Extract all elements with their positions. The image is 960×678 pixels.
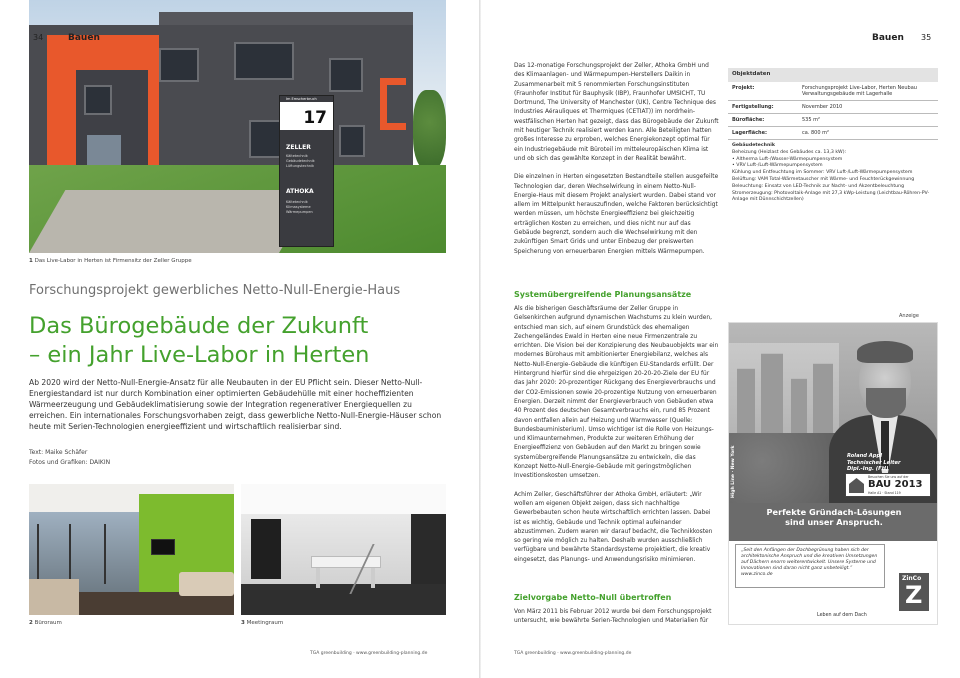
facts-value: 535 m²: [802, 117, 821, 123]
subheading: Systemübergreifende Planungsansätze: [514, 290, 692, 299]
sign-brand-zeller: ZELLER: [286, 144, 311, 151]
facts-row: [728, 127, 938, 140]
title-line-1: Das Bürogebäude der Zukunft: [29, 313, 369, 339]
meeting-caption: [241, 620, 283, 626]
paragraph: Von März 2011 bis Februar 2012 wurde bei dem Forschungsprojekt untersucht, wie bewährte Serien-Technologien und Materialien für: [514, 609, 712, 625]
bau-title: BAU 2013: [868, 479, 923, 490]
section-label-right: Bauen: [872, 33, 904, 43]
facts-row: [728, 82, 938, 101]
paragraph: Als die bisherigen Geschäftsräume der Zeller Gruppe in Gelsenkirchen aufgrund dynamischen Wachstums zu klein wurden, entschied man sich, auf einem Grundstück des ehemaligen Zechengeländes Ewald in Herten eine neue Firmenzentrale zu errichten. Die Vision bei der Konzipierung des Neubauobjekts war ein modernes Bürohaus mit ambitionierter Energiebilanz, welches als Netto-Null-Energie-Gebäude die künftigen EU-Standards erfüllt. Der Hintergrund hierfür sind die ehrgeizigen 20-20-20-Ziele der EU für das Jahr 2020: 20-prozentiger Rückgang des Energieverbrauchs und der CO2-Emissionen sowie 20-prozentige Nutzung von erneuerbaren Energien. Derzeit nimmt der Energieverbrauch von Gebäuden etwa 40 Prozent des deutschen Gesamtverbrauchs ein, rund 85 Prozent davon entfallen allein auf Heizung und Warmwasser (Quelle: Bundesbauministerium). Umso wichtiger ist die Rolle von Heizungs- und Klimaunternehmen, Produkte zur weiteren Erhöhung der Energieeffizienz von Gebäuden auf den Markt zu bringen sowie systemübergreifende Planungsansätze zu entwickeln, die das Konzept Netto-Null-Energie-Gebäude mit geringstmöglichen Investitionskosten umsetzen.: [514, 306, 719, 480]
ad-bau-badge: [845, 473, 931, 497]
facts-tech-line: Kühlung und Entfeuchtung im Sommer: VRV Luft-/Luft-Wärmepumpensystem: [732, 170, 913, 176]
facts-value: Forschungsprojekt Live-Labor, Herten Neubau Verwaltungsgebäude mit Lagerhalle: [802, 85, 917, 97]
paragraph: Die einzelnen in Herten eingesetzten Bestandteile stellen ausgefeilte Technologien dar, deren Wechselwirkung in einem Netto-Null-Energie-Haus mit diesem Projekt analysiert wurden. Dabei stand vor allem im Mittelpunkt herauszufinden, welche Faktoren berücksichtigt werden müssen, um höchste Energieeffizienz bei gleichzeitig erträglichen Kosten zu erreichen, und dies nicht nur auf das Gebäude begrenzt, sondern auch die Wechselwirkung mit den zukünftigen Smart Grids und unter Einbezug der preiswerten Speicherung von erneuerbaren Energien mittels Wärmepumpen.: [514, 174, 719, 255]
ad-headline: [729, 507, 938, 527]
desk: [29, 579, 79, 615]
window: [329, 58, 363, 92]
window-mullion: [104, 524, 106, 584]
facts-key: Bürofläche:: [732, 117, 765, 123]
sofa: [179, 572, 234, 596]
credit-photos: Fotos und Grafiken: DAIKIN: [29, 459, 111, 466]
caption-number: 2: [29, 620, 33, 626]
facts-row: [728, 114, 938, 127]
house-icon: [849, 478, 864, 493]
caption-number: 3: [241, 620, 245, 626]
body-column: [514, 305, 719, 565]
office-caption: [29, 620, 62, 626]
facts-key: Fertigstellung:: [732, 104, 774, 110]
caption-text: Büroraum: [34, 620, 62, 626]
ad-label: Anzeige: [899, 313, 919, 319]
sign-brand-athoka: ATHOKA: [286, 188, 314, 195]
ad-building: [737, 368, 755, 438]
hero-caption: [29, 258, 192, 264]
company-sign-pylon: [279, 95, 334, 247]
page-number-right: 35: [921, 33, 932, 42]
window: [339, 125, 365, 157]
ad-headline-line-1: Perfekte Gründach-Lösungen: [766, 507, 902, 517]
ad-person-role: Technischer Leiter: [847, 459, 901, 466]
bau-stand: Halle A1 · Stand 119: [868, 491, 901, 495]
window: [84, 85, 112, 115]
credit-text: Text: Maike Schäfer: [29, 449, 88, 456]
page-number-left: 34: [33, 33, 44, 42]
subheading: Zielvorgabe Netto-Null übertroffen: [514, 593, 672, 602]
tree: [413, 90, 446, 170]
ad-location-text: High Line · New York: [731, 445, 736, 498]
project-facts-box: [728, 68, 938, 207]
ad-person-name: Roland Appl: [847, 453, 883, 459]
wall-tv: [151, 539, 175, 555]
facts-value: ca. 800 m²: [802, 130, 829, 136]
facts-tech-line: Belüftung: VAM Total-Wärmetauscher mit Wärme- und Feuchterückgewinnung: [732, 176, 915, 182]
ad-person-degree: Dipl.-Ing. (FH): [847, 466, 889, 472]
sign-street: Im Emscherbruch: [286, 97, 317, 101]
ad-headline-line-2: sind unser Anspruch.: [785, 517, 883, 527]
caption-number: 1: [29, 258, 33, 264]
body-column: [514, 62, 719, 257]
article-kicker: Forschungsprojekt gewerbliches Netto-Null-Energie-Haus: [29, 283, 401, 298]
window-mullion: [37, 524, 39, 584]
table-leg: [316, 568, 320, 588]
floor: [241, 584, 446, 615]
ceiling: [241, 484, 446, 514]
bau-top-text: Besuchen Sie uns auf der: [868, 475, 909, 479]
sign-zeller-sub: Kältetechnik Gebäudetechnik Lüftungstechnik: [286, 154, 315, 168]
facts-tech-line: • Altherma Luft-/Wasser-Wärmepumpensystem: [732, 156, 843, 162]
paved-path: [29, 190, 315, 253]
facts-header: Objektdaten: [728, 68, 938, 82]
paragraph: Achim Zeller, Geschäftsführer der Athoka GmbH, erläutert: „Wir wollen am eigenen Objekt zeigen, dass sich nachhaltige Gewerbebauten schon heute wirtschaftlich errichten lassen. Dabei ist es wichtig, Gebäude und Technik optimal aufeinander abzustimmen. Zudem waren wir darauf bedacht, die Technikkosten so gering wie möglich zu halten. Deshalb wurden ausschließlich verfügbare und bewährte Standardsysteme projektiert, die kreativ eingesetzt, das Planungs- und Anwendungsrisiko minimieren.: [514, 491, 713, 563]
zinco-logo-mark: Z: [905, 581, 923, 609]
caption-text: Das Live-Labor in Herten ist Firmensitz der Zeller Gruppe: [34, 258, 192, 264]
facts-tech-section: [728, 140, 938, 207]
title-line-2: – ein Jahr Live-Labor in Herten: [29, 342, 370, 368]
facts-row: [728, 101, 938, 114]
ad-building: [761, 353, 783, 438]
facts-tech-line: Beheizung (Heizlast des Gebäudes ca. 13,3 kW):: [732, 149, 847, 155]
ad-hair: [857, 341, 913, 363]
article-lead: Ab 2020 wird der Netto-Null-Energie-Ansatz für alle Neubauten in der EU Pflicht sein. Dieser Netto-Null-Energiestandard ist nur durch Kombination einer optimierten Gebäudehülle mit einer hocheffizienten Wärmeerzeugung und Gebäudeklimatisierung sowie der Integration regenerativer Energiequellen zu erreichen. Ein internationales Forschungsvorhaben zeigt, dass gewerbliche Netto-Null-Energie-Häuser schon heute mit Serien-Technologien energieeffizient und wirtschaftlich realisierbar sind.: [29, 378, 442, 431]
facts-tech-line: • VRV Luft-/Luft-Wärmepumpensystem: [732, 163, 823, 169]
zinco-logo: [899, 573, 929, 611]
article-title: [29, 312, 449, 370]
right-page: [481, 0, 960, 678]
caption-text: Meetingraum: [246, 620, 284, 626]
left-page: [0, 0, 479, 678]
paragraph: Das 12-monatige Forschungsprojekt der Zeller, Athoka GmbH und des Klimaanlagen- und Wärmepumpen-Herstellers Daikin in Zusammenarbeit mit 5 renommierten Forschungsinstituten (Fraunhofer Institut für Bauphysik (IBP), Fraunhofer UMSICHT, TU Dortmund, The University of Manchester (UK), Centre Technique des Industries Aérauliques et Thermiques (CETIAT)) im nordrhein-westfälischen Herten hat gezeigt, dass das Bürogebäude der Zukunft mit heutiger Technik realisiert werden kann. Alle Beteiligten hatten großes Interesse zu erproben, welches Energiekonzept optimal für ein Industriegebäude mit Büroteil im mitteleuropäischen Klima ist und ob sich das gewählte Konzept in der Realität bewährt.: [514, 63, 719, 162]
photo-office-room: [29, 484, 234, 615]
facts-tech-line: Beleuchtung: Einsatz von LED-Technik zur Nacht- und Akzentbeleuchtung: [732, 183, 905, 189]
window: [159, 48, 199, 82]
ad-beard: [866, 388, 906, 418]
sign-number: 17: [280, 102, 333, 130]
zinco-logo-text: ZinCo: [902, 575, 922, 582]
section-label-left: Bauen: [68, 33, 100, 43]
facts-tech-line: Stromerzeugung: Photovoltaik-Anlage mit 27,3 kWp-Leistung (Leichtbau-Röhren-PV-Anlage mit Dünnschichtzellen): [732, 190, 930, 203]
ad-slogan: Leben auf dem Dach: [817, 613, 867, 618]
zinco-advertisement[interactable]: [728, 322, 938, 625]
footer-left: TGA greenbuilding · www.greenbuilding-planning.de: [310, 651, 428, 656]
sign-athoka-sub: Kältetechnik Klimasysteme Wärmepumpen: [286, 200, 313, 214]
body-column: [514, 608, 719, 627]
footer-right: TGA greenbuilding · www.greenbuilding-planning.de: [514, 651, 632, 656]
window-mullion: [69, 524, 71, 584]
photo-meeting-room: [241, 484, 446, 615]
facts-key: Projekt:: [732, 85, 755, 91]
ad-building: [791, 378, 807, 438]
window: [234, 42, 294, 80]
facts-value: November 2010: [802, 104, 843, 110]
facts-tech-title: Gebäudetechnik: [732, 143, 776, 148]
facts-key: Lagerfläche:: [732, 130, 767, 136]
ad-vertical-caption: [729, 445, 741, 503]
dark-window: [251, 519, 281, 579]
ad-green-roof-plants: [729, 433, 839, 503]
orange-frame-right: [380, 78, 406, 130]
ad-quote: „Seit den Anfängen der Dachbegrünung haben sich der architektonische Anspruch und die kreativen Umsetzungen auf Dächern enorm weiterentwickelt. Unsere Systeme und Innovationen sind daran nicht ganz unbeteiligt.“ www.zinco.de: [735, 544, 885, 588]
